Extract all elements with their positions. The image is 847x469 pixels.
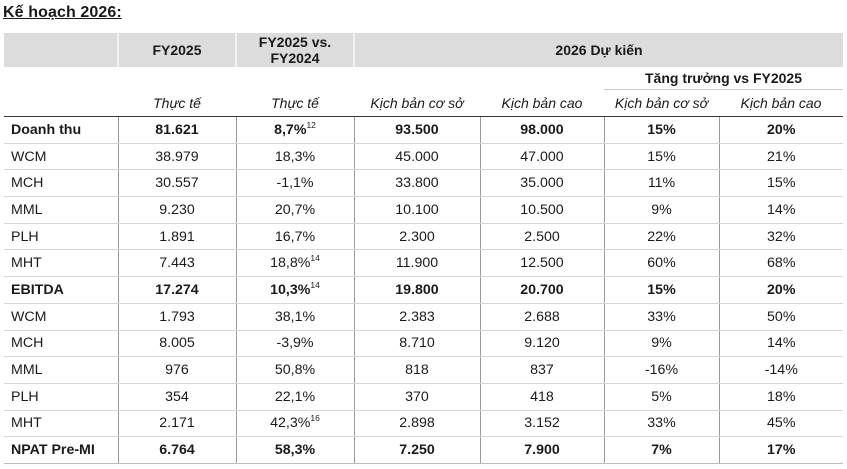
cell-high-value: 418 xyxy=(530,388,554,405)
table-row xyxy=(4,437,843,464)
cell-growth-base-value: 15% xyxy=(647,148,676,165)
cell-yoy xyxy=(236,357,354,384)
cell-fy2025 xyxy=(118,410,236,437)
cell-growth-base-value: 9% xyxy=(651,335,672,352)
cell-growth-base-value: 5% xyxy=(651,388,672,405)
cell-yoy-value: 58,3% xyxy=(274,442,316,459)
row-name xyxy=(4,437,118,464)
cell-growth-high-value: 68% xyxy=(767,255,796,272)
row-name-value: WCM xyxy=(11,148,47,165)
cell-growth-base-value: 7% xyxy=(651,442,672,459)
cell-yoy xyxy=(236,223,354,250)
subheader-row xyxy=(4,90,843,117)
row-name-value: PLH xyxy=(11,388,39,405)
cell-growth-base xyxy=(604,383,719,410)
cell-growth-high xyxy=(719,303,843,330)
cell-fy2025 xyxy=(118,437,236,464)
cell-fy2025-value: 976 xyxy=(165,362,189,379)
cell-yoy xyxy=(236,410,354,437)
table-row xyxy=(4,170,843,197)
cell-high-value: 10.500 xyxy=(520,201,564,218)
cell-base xyxy=(354,117,480,144)
cell-growth-high-value: 14% xyxy=(767,201,796,218)
row-name-value: MML xyxy=(11,362,43,379)
cell-fy2025 xyxy=(118,303,236,330)
row-name xyxy=(4,277,118,304)
cell-yoy xyxy=(236,383,354,410)
cell-growth-high xyxy=(719,437,843,464)
row-name xyxy=(4,410,118,437)
cell-high-value: 3.152 xyxy=(524,415,560,432)
cell-growth-high xyxy=(719,250,843,277)
cell-base xyxy=(354,357,480,384)
cell-yoy xyxy=(236,170,354,197)
cell-fy2025 xyxy=(118,143,236,170)
cell-growth-base-value: 33% xyxy=(647,415,676,432)
cell-growth-high-value: 15% xyxy=(767,175,796,192)
cell-base-value: 2.383 xyxy=(399,308,435,325)
header-empty xyxy=(4,33,118,67)
cell-fy2025 xyxy=(118,223,236,250)
cell-growth-high xyxy=(719,223,843,250)
cell-growth-high xyxy=(719,383,843,410)
cell-high-value: 20.700 xyxy=(520,281,564,298)
cell-yoy xyxy=(236,437,354,464)
cell-yoy-value: 42,3% xyxy=(270,415,311,432)
cell-base xyxy=(354,250,480,277)
cell-growth-high xyxy=(719,117,843,144)
cell-fy2025 xyxy=(118,197,236,224)
cell-fy2025-value: 2.171 xyxy=(159,415,195,432)
cell-high xyxy=(480,223,604,250)
row-name xyxy=(4,170,118,197)
cell-base xyxy=(354,143,480,170)
cell-growth-base xyxy=(604,277,719,304)
row-name xyxy=(4,330,118,357)
cell-base-value: 11.900 xyxy=(395,255,439,272)
cell-high xyxy=(480,357,604,384)
table-row xyxy=(4,197,843,224)
cell-high xyxy=(480,197,604,224)
header-forecast: 2026 Dự kiến xyxy=(354,33,843,67)
table-row xyxy=(4,143,843,170)
cell-high xyxy=(480,437,604,464)
cell-fy2025-value: 30.557 xyxy=(155,175,199,192)
cell-growth-base xyxy=(604,223,719,250)
row-name xyxy=(4,383,118,410)
row-name xyxy=(4,197,118,224)
footnote-ref: 14 xyxy=(310,279,320,290)
cell-high xyxy=(480,383,604,410)
cell-base-value: 2.300 xyxy=(399,228,435,245)
cell-growth-high-value: 45% xyxy=(767,415,796,432)
row-name-value: PLH xyxy=(11,228,39,245)
cell-growth-high-value: 18% xyxy=(767,388,796,405)
cell-fy2025 xyxy=(118,383,236,410)
cell-growth-high xyxy=(719,357,843,384)
cell-yoy-value: 8,7% xyxy=(274,121,307,138)
cell-base-value: 370 xyxy=(405,388,429,405)
table-row xyxy=(4,117,843,144)
cell-yoy xyxy=(236,277,354,304)
cell-yoy-value: 18,3% xyxy=(274,148,316,165)
cell-growth-high xyxy=(719,197,843,224)
cell-high-value: 12.500 xyxy=(520,255,564,272)
cell-fy2025 xyxy=(118,357,236,384)
cell-fy2025 xyxy=(118,330,236,357)
cell-high xyxy=(480,170,604,197)
cell-yoy-value: 50,8% xyxy=(274,362,316,379)
cell-high xyxy=(480,117,604,144)
table-row xyxy=(4,277,843,304)
cell-growth-high-value: 14% xyxy=(767,335,796,352)
cell-high xyxy=(480,303,604,330)
cell-yoy-value: 16,7% xyxy=(274,228,316,245)
cell-base xyxy=(354,383,480,410)
sub-actual-fy2025: Thực tế xyxy=(118,90,236,117)
cell-growth-high xyxy=(719,143,843,170)
cell-yoy xyxy=(236,143,354,170)
cell-fy2025 xyxy=(118,117,236,144)
cell-growth-base xyxy=(604,170,719,197)
cell-yoy-value: -1,1% xyxy=(276,175,314,192)
row-name xyxy=(4,303,118,330)
cell-yoy-value: 18,8% xyxy=(270,255,311,272)
cell-growth-high-value: 20% xyxy=(767,121,796,138)
row-name-value: MCH xyxy=(11,335,44,352)
cell-fy2025-value: 1.891 xyxy=(159,228,195,245)
row-name xyxy=(4,223,118,250)
header-vs-line1: FY2025 vs. xyxy=(258,34,332,50)
table-row xyxy=(4,250,843,277)
row-name-value: Doanh thu xyxy=(11,121,82,138)
cell-base xyxy=(354,277,480,304)
cell-yoy xyxy=(236,330,354,357)
header-growth: Tăng trưởng vs FY2025 xyxy=(604,67,843,90)
cell-yoy xyxy=(236,250,354,277)
cell-high xyxy=(480,143,604,170)
cell-fy2025-value: 9.230 xyxy=(159,201,195,218)
row-name-value: EBITDA xyxy=(11,281,64,298)
cell-base xyxy=(354,437,480,464)
footnote-ref: 16 xyxy=(310,413,320,424)
cell-base-value: 10.100 xyxy=(395,201,439,218)
row-name xyxy=(4,117,118,144)
cell-high xyxy=(480,250,604,277)
cell-fy2025-value: 354 xyxy=(165,388,189,405)
row-name-value: NPAT Pre-MI xyxy=(11,442,95,459)
row-name xyxy=(4,250,118,277)
cell-growth-base-value: 33% xyxy=(647,308,676,325)
cell-fy2025-value: 7.443 xyxy=(159,255,195,272)
cell-growth-high-value: 20% xyxy=(767,281,796,298)
cell-high-value: 9.120 xyxy=(524,335,560,352)
plan-table xyxy=(4,33,843,464)
cell-growth-high xyxy=(719,170,843,197)
cell-base-value: 19.800 xyxy=(395,281,439,298)
cell-base xyxy=(354,223,480,250)
row-name xyxy=(4,143,118,170)
header-fy2025: FY2025 xyxy=(118,33,236,67)
cell-growth-base-value: 11% xyxy=(647,175,676,192)
cell-high xyxy=(480,277,604,304)
row-name-value: MHT xyxy=(11,415,42,432)
sub-growth-high: Kịch bản cao xyxy=(719,90,843,117)
cell-growth-base xyxy=(604,117,719,144)
cell-growth-base-value: 15% xyxy=(647,121,676,138)
cell-growth-base xyxy=(604,197,719,224)
cell-growth-high-value: 21% xyxy=(767,148,796,165)
header-vs-line2: FY2024 xyxy=(270,50,320,66)
cell-fy2025-value: 6.764 xyxy=(159,442,195,459)
row-name-value: MHT xyxy=(11,255,42,272)
cell-base xyxy=(354,330,480,357)
cell-yoy xyxy=(236,117,354,144)
cell-base xyxy=(354,303,480,330)
row-name-value: WCM xyxy=(11,308,47,325)
cell-base-value: 33.800 xyxy=(395,175,439,192)
cell-yoy-value: -3,9% xyxy=(276,335,314,352)
cell-fy2025-value: 81.621 xyxy=(155,121,199,138)
cell-fy2025 xyxy=(118,277,236,304)
cell-growth-high-value: 50% xyxy=(767,308,796,325)
cell-fy2025-value: 17.274 xyxy=(155,281,199,298)
cell-high-value: 35.000 xyxy=(520,175,564,192)
cell-base-value: 93.500 xyxy=(395,121,439,138)
table-row xyxy=(4,410,843,437)
cell-base-value: 818 xyxy=(405,362,429,379)
cell-growth-high xyxy=(719,330,843,357)
sub-actual-yoy: Thực tế xyxy=(236,90,354,117)
cell-yoy-value: 38,1% xyxy=(274,308,316,325)
table-row xyxy=(4,330,843,357)
cell-growth-base xyxy=(604,143,719,170)
cell-fy2025 xyxy=(118,250,236,277)
table-row xyxy=(4,303,843,330)
cell-growth-base xyxy=(604,410,719,437)
cell-base xyxy=(354,197,480,224)
cell-yoy xyxy=(236,197,354,224)
cell-yoy-value: 22,1% xyxy=(274,388,316,405)
cell-base xyxy=(354,170,480,197)
cell-yoy-value: 20,7% xyxy=(274,201,316,218)
cell-growth-base-value: 9% xyxy=(651,201,672,218)
cell-growth-base xyxy=(604,357,719,384)
sub-base: Kịch bản cơ sở xyxy=(354,90,480,117)
row-name-value: MML xyxy=(11,201,43,218)
page-title: Kế hoạch 2026: xyxy=(3,4,122,21)
cell-growth-base xyxy=(604,250,719,277)
sub-high: Kịch bản cao xyxy=(480,90,604,117)
cell-growth-high xyxy=(719,277,843,304)
cell-fy2025-value: 1.793 xyxy=(159,308,195,325)
cell-growth-high-value: -14% xyxy=(764,362,798,379)
table-row xyxy=(4,383,843,410)
cell-high-value: 837 xyxy=(530,362,554,379)
footnote-ref: 12 xyxy=(306,119,316,130)
cell-base xyxy=(354,410,480,437)
cell-growth-base-value: 15% xyxy=(647,281,676,298)
cell-high xyxy=(480,330,604,357)
cell-growth-base xyxy=(604,437,719,464)
cell-growth-base xyxy=(604,330,719,357)
header-fy2025-vs-fy2024 xyxy=(236,33,354,67)
sub-growth-base: Kịch bản cơ sở xyxy=(604,90,719,117)
row-name-value: MCH xyxy=(11,175,44,192)
table-row xyxy=(4,223,843,250)
cell-growth-base-value: 60% xyxy=(647,255,676,272)
table-row xyxy=(4,357,843,384)
cell-high-value: 7.900 xyxy=(524,442,560,459)
header-row xyxy=(4,33,843,67)
cell-growth-base-value: 22% xyxy=(647,228,676,245)
cell-growth-high xyxy=(719,410,843,437)
cell-high-value: 98.000 xyxy=(520,121,564,138)
cell-yoy-value: 10,3% xyxy=(270,281,311,298)
cell-growth-base-value: -16% xyxy=(644,362,679,379)
cell-growth-base xyxy=(604,303,719,330)
cell-base-value: 45.000 xyxy=(395,148,439,165)
cell-growth-high-value: 32% xyxy=(767,228,796,245)
cell-high-value: 47.000 xyxy=(520,148,564,165)
row-name xyxy=(4,357,118,384)
cell-fy2025 xyxy=(118,170,236,197)
cell-high-value: 2.500 xyxy=(524,228,560,245)
footnote-ref: 14 xyxy=(310,253,320,264)
cell-base-value: 2.898 xyxy=(399,415,435,432)
header-row-2 xyxy=(4,67,843,90)
cell-growth-high-value: 17% xyxy=(767,442,796,459)
cell-fy2025-value: 38.979 xyxy=(155,148,199,165)
cell-fy2025-value: 8.005 xyxy=(159,335,195,352)
cell-high-value: 2.688 xyxy=(524,308,560,325)
cell-base-value: 8.710 xyxy=(399,335,435,352)
cell-yoy xyxy=(236,303,354,330)
cell-high xyxy=(480,410,604,437)
cell-base-value: 7.250 xyxy=(399,442,435,459)
